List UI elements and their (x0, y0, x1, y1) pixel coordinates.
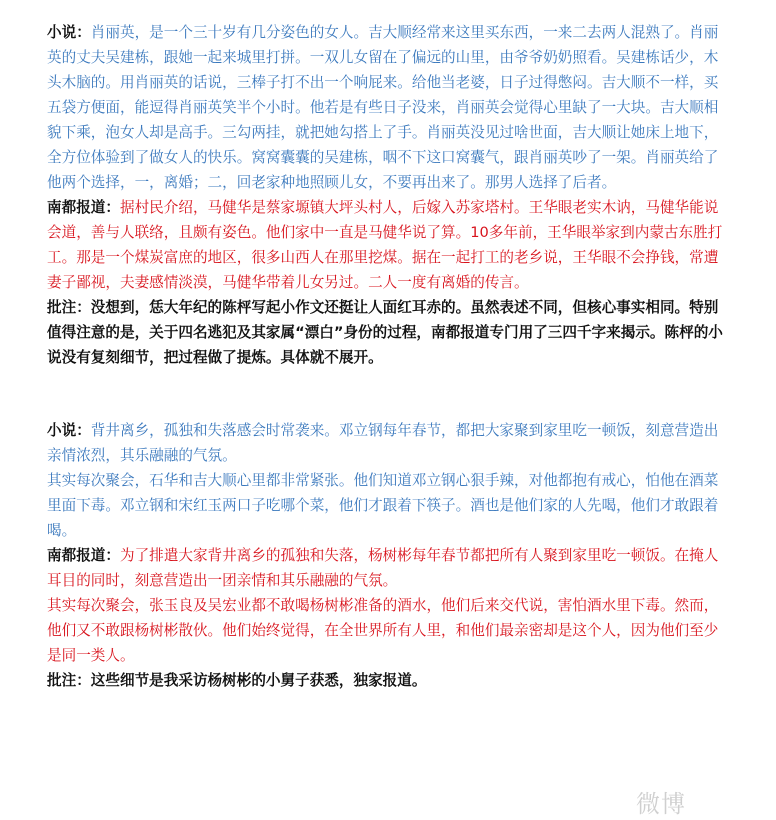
novel-text: 背井离乡，孤独和失落感会时常袭来。邓立钢每年春节，都把大家聚到家里吃一顿饭，刻意营造出亲情浓烈，其乐融融的气氛。 (47, 422, 719, 464)
section-spacer (47, 370, 727, 418)
note-text: 没想到，恁大年纪的陈枰写起小作文还挺让人面红耳赤的。虽然表述不同，但核心事实相同。特别值得注意的是，关于四名逃犯及其家属“漂白”身份的过程，南都报道专门用了三四千字来揭示。陈枰的小说没有复刻细节，把过程做了提炼。具体就不展开。 (47, 299, 723, 366)
report-text: 为了排遣大家背井离乡的孤独和失落，杨树彬每年春节都把所有人聚到家里吃一顿饭。在掩人耳目的同时，刻意营造出一团亲情和其乐融融的气氛。 (47, 547, 719, 589)
report-text: 其实每次聚会，张玉良及吴宏业都不敢喝杨树彬准备的酒水，他们后来交代说，害怕酒水里下毒。然而，他们又不敢跟杨树彬散伙。他们始终觉得，在全世界所有人里，和他们最亲密却是这个人，因为他们至少是同一类人。 (47, 597, 719, 664)
section2-novel-paragraph-2 (47, 468, 727, 543)
note-label: 批注： (47, 299, 91, 316)
novel-label: 小说： (47, 24, 91, 41)
section1-report-paragraph (47, 195, 727, 295)
novel-text: 肖丽英，是一个三十岁有几分姿色的女人。吉大顺经常来这里买东西，一来二去两人混熟了。肖丽英的丈夫吴建栋，跟她一起来城里打拼。一双儿女留在了偏远的山里，由爷爷奶奶照看。吴建栋话少，木头木脑的。用肖丽英的话说，三棒子打不出一个响屁来。给他当老婆，日子过得憋闷。吉大顺不一样，买五袋方便面，能逗得肖丽英笑半个小时。他若是有些日子没来，肖丽英会觉得心里缺了一大块。吉大顺相貌下乘，泡女人却是高手。三勾两挂，就把她勾搭上了手。肖丽英没见过啥世面，吉大顺让她床上地下，全方位体验到了做女人的快乐。窝窝囊囊的吴建栋，咽不下这口窝囊气，跟肖丽英吵了一架。肖丽英给了他两个选择，一，离婚；二，回老家种地照顾儿女，不要再出来了。那男人选择了后者。 (47, 24, 719, 191)
weibo-watermark: 微博 (636, 790, 686, 818)
section2-novel-paragraph (47, 418, 727, 468)
section1-novel-paragraph (47, 20, 727, 195)
note-text: 这些细节是我采访杨树彬的小舅子获悉，独家报道。 (90, 672, 427, 689)
report-text: 据村民介绍，马健华是蔡家塬镇大坪头村人，后嫁入苏家塔村。王华眼老实木讷，马健华能说会道，善与人联络，且颇有姿色。他们家中一直是马健华说了算。10多年前，王华眼举家到内蒙古东胜打工。那是一个煤炭富庶的地区，很多山西人在那里挖煤。据在一起打工的老乡说，王华眼不会挣钱，常遭妻子鄙视，夫妻感情淡漠，马健华带着儿女另过。二人一度有离婚的传言。 (47, 199, 723, 291)
section2-report-paragraph-2 (47, 593, 727, 668)
article-body (47, 20, 727, 693)
novel-text: 其实每次聚会，石华和吉大顺心里都非常紧张。他们知道邓立钢心狠手辣，对他都抱有戒心，怕他在酒菜里面下毒。邓立钢和宋红玉两口子吃哪个菜，他们才跟着下筷子。酒也是他们家的人先喝，他们才敢跟着喝。 (47, 472, 719, 539)
novel-label: 小说： (47, 422, 91, 439)
report-label: 南都报道： (47, 547, 120, 564)
report-label: 南都报道： (47, 199, 120, 216)
section2-note-paragraph (47, 668, 727, 693)
section2-report-paragraph (47, 543, 727, 593)
section1-note-paragraph (47, 295, 727, 370)
note-label: 批注： (47, 672, 91, 689)
